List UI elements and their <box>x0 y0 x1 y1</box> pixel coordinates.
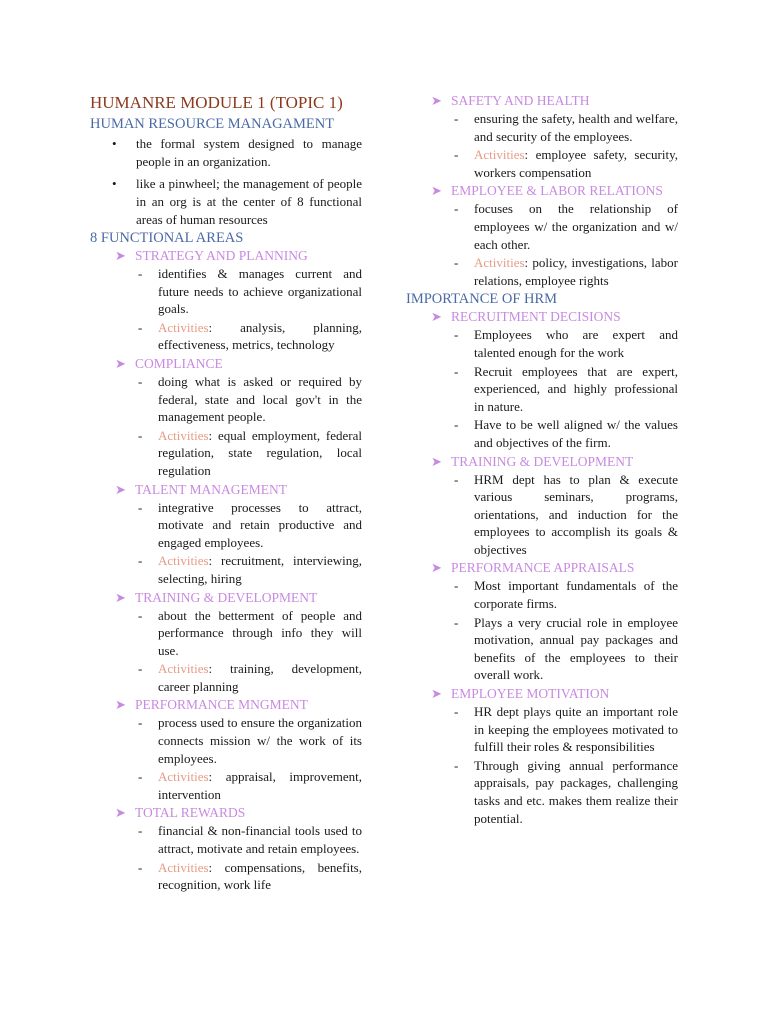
hrm-bullet: • like a pinwheel; the management of people in an org is at the center of 8 functional areas of human resources <box>136 175 362 229</box>
section-activities: - Activities: training, development, career planning <box>158 660 362 695</box>
section-description: - identifies & manages current and future needs to achieve organizational goals. <box>158 265 362 318</box>
section-employee-labor-relations <box>406 182 678 289</box>
hrm-bullet: • the formal system designed to manage people in an organization. <box>136 135 362 171</box>
arrow-bullet-icon: ➤ <box>431 93 442 108</box>
arrow-bullet-icon: ➤ <box>431 560 442 576</box>
arrow-bullet-icon: ➤ <box>431 183 442 199</box>
section-performance-management <box>90 696 362 803</box>
section-strategy-planning <box>90 247 362 354</box>
section-description: - about the betterment of people and performance through info they will use. <box>158 607 362 660</box>
section-title: TRAINING & DEVELOPMENT <box>451 453 634 469</box>
section-activities: - Activities: recruitment, interviewing, selecting, hiring <box>158 552 362 587</box>
list-item: - HR dept plays quite an important role in keeping the employees motivated to fulfill their roles & responsibilities <box>474 703 678 756</box>
section-title: EMPLOYEE MOTIVATION <box>451 686 610 702</box>
section-title: TALENT MANAGEMENT <box>135 481 288 497</box>
arrow-bullet-icon: ➤ <box>115 481 126 497</box>
activities-label: Activities <box>474 147 525 163</box>
activities-label: Activities <box>158 427 209 443</box>
section-talent-management <box>90 481 362 588</box>
arrow-bullet-icon: ➤ <box>115 589 126 605</box>
arrow-bullet-icon: ➤ <box>431 453 442 469</box>
arrow-bullet-icon: ➤ <box>431 309 442 325</box>
section-importance-training-development <box>406 453 678 559</box>
section-title: TOTAL REWARDS <box>135 805 246 821</box>
activities-label: Activities <box>158 661 209 677</box>
section-performance-appraisals <box>406 559 678 684</box>
list-item: - Have to be well aligned w/ the values and objectives of the firm. <box>474 416 678 451</box>
activities-label: Activities <box>158 769 209 785</box>
section-activities: - Activities: analysis, planning, effectiveness, metrics, technology <box>158 319 362 354</box>
arrow-bullet-icon: ➤ <box>115 355 126 371</box>
section-description: - focuses on the relationship of employees w/ the organization and w/ each other. <box>474 200 678 253</box>
list-item: - Most important fundamentals of the corporate firms. <box>474 577 678 612</box>
section-total-rewards <box>90 804 362 893</box>
section-activities: - Activities: employee safety, security, workers compensation <box>474 146 678 181</box>
section-recruitment-decisions <box>406 308 678 451</box>
right-column <box>406 92 678 828</box>
section-title: SAFETY AND HEALTH <box>451 93 590 108</box>
activities-label: Activities <box>158 553 209 569</box>
list-item: - Plays a very crucial role in employee motivation, annual pay packages and benefits of the employees to their overall work. <box>474 614 678 684</box>
activities-label: Activities <box>158 859 209 875</box>
arrow-bullet-icon: ➤ <box>115 805 126 821</box>
section-title: STRATEGY AND PLANNING <box>135 248 308 263</box>
document-title: HUMANRE MODULE 1 (TOPIC 1) <box>90 93 343 112</box>
hrm-heading: HUMAN RESOURCE MANAGAMENT <box>90 116 335 132</box>
section-compliance <box>90 355 362 480</box>
functional-areas-heading: 8 FUNCTIONAL AREAS <box>90 230 244 246</box>
section-description: - integrative processes to attract, motivate and retain productive and engaged employees. <box>158 499 362 552</box>
importance-heading: IMPORTANCE OF HRM <box>406 291 558 308</box>
section-training-development <box>90 589 362 696</box>
list-item: - Recruit employees that are expert, experienced, and highly professional in nature. <box>474 363 678 416</box>
section-title: EMPLOYEE & LABOR RELATIONS <box>451 183 663 199</box>
list-item: - Through giving annual performance appraisals, pay packages, challenging tasks and etc. makes them realize their potential. <box>474 757 678 827</box>
section-description: - process used to ensure the organization connects mission w/ the work of its employees. <box>158 714 362 767</box>
section-safety-health <box>406 92 678 181</box>
list-item: - HRM dept has to plan & execute various seminars, programs, orientations, and induction for the employees to accomplish its goals & objectives <box>474 471 678 559</box>
section-activities: - Activities: compensations, benefits, recognition, work life <box>158 859 362 894</box>
section-activities: - Activities: policy, investigations, labor relations, employee rights <box>474 254 678 289</box>
section-title: PERFORMANCE APPRAISALS <box>451 560 635 576</box>
arrow-bullet-icon: ➤ <box>115 248 126 263</box>
section-activities: - Activities: appraisal, improvement, intervention <box>158 768 362 803</box>
left-column <box>90 92 362 895</box>
section-title: COMPLIANCE <box>135 355 223 371</box>
activities-label: Activities <box>474 255 525 271</box>
arrow-bullet-icon: ➤ <box>115 697 126 713</box>
section-activities: - Activities: equal employment, federal regulation, state regulation, local regulation <box>158 427 362 480</box>
section-description: - financial & non-financial tools used to attract, motivate and retain employees. <box>158 822 362 857</box>
section-employee-motivation <box>406 685 678 827</box>
section-description: - doing what is asked or required by federal, state and local gov't in the management people. <box>158 373 362 426</box>
section-title: PERFORMANCE MNGMENT <box>135 697 308 713</box>
hrm-bullet-list <box>90 135 362 229</box>
section-title: TRAINING & DEVELOPMENT <box>135 589 318 605</box>
section-description: - ensuring the safety, health and welfare, and security of the employees. <box>474 110 678 145</box>
list-item: - Employees who are expert and talented enough for the work <box>474 326 678 361</box>
activities-label: Activities <box>158 319 209 335</box>
section-title: RECRUITMENT DECISIONS <box>451 309 621 325</box>
arrow-bullet-icon: ➤ <box>431 686 442 702</box>
